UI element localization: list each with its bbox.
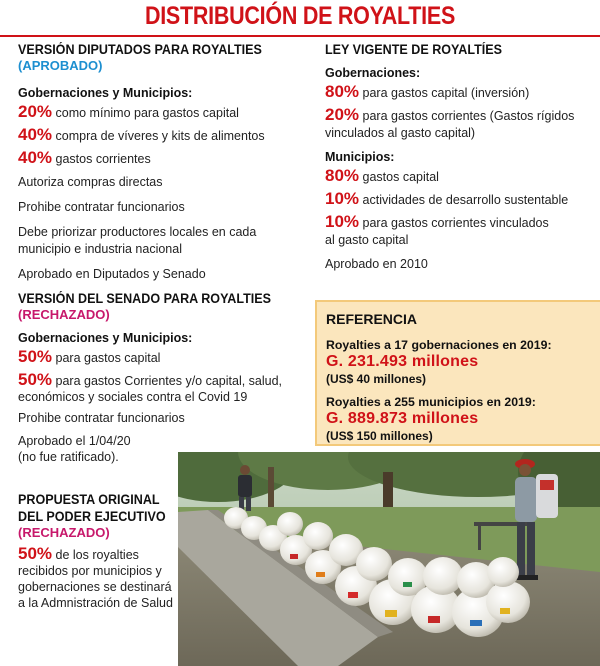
ejecutivo-text: de los royalties [55, 548, 139, 562]
diputados-pct: 40% [18, 125, 53, 144]
page-title: DISTRIBUCIÓN DE ROYALTIES [144, 2, 456, 30]
diputados-note: Prohibe contratar funcionarios [18, 200, 185, 214]
ley-item-continuation: vinculados al gasto capital) [325, 126, 476, 140]
ley-pct: 80% [325, 82, 360, 101]
ley-note: Aprobado en 2010 [325, 257, 428, 271]
diputados-section [18, 41, 308, 288]
ley-item-text: gastos capital [362, 170, 439, 184]
senado-section [18, 290, 310, 471]
diputados-item-text: gastos corrientes [55, 152, 151, 166]
diputados-heading: VERSIÓN DIPUTADOS PARA ROYALTIES [18, 42, 262, 57]
diputados-item-text: como mínimo para gastos capital [55, 106, 239, 120]
ejecutivo-text: recibidos por municipios y [18, 564, 162, 578]
ejecutivo-section [18, 491, 183, 611]
ley-mun-item [325, 190, 595, 208]
referencia-title: REFERENCIA [326, 311, 418, 327]
diputados-subheading: Gobernaciones y Municipios: [18, 86, 193, 100]
ejecutivo-pct: 50% [18, 544, 53, 563]
ley-gob-item [325, 106, 595, 124]
ley-mun-item [325, 213, 595, 231]
senado-heading: VERSIÓN DEL SENADO PARA ROYALTIES [18, 291, 272, 306]
ejecutivo-text: a la Admnistración de Salud [18, 596, 173, 610]
ley-gob-subheading: Gobernaciones: [325, 66, 421, 80]
senado-item [18, 348, 310, 366]
referencia-amount: G. 889.873 millones [326, 410, 479, 427]
senado-note: (no fue ratificado). [18, 450, 119, 464]
diputados-status: (APROBADO) [18, 58, 103, 73]
photo-illustration [178, 452, 600, 666]
ley-item-text: actividades de desarrollo sustentable [362, 193, 569, 207]
ley-pct: 10% [325, 189, 360, 208]
ejecutivo-item [18, 545, 183, 563]
senado-status: (RECHAZADO) [18, 307, 110, 322]
ley-item-continuation: al gasto capital [325, 233, 409, 247]
ejecutivo-text: gobernaciones se destinará [18, 580, 172, 594]
senado-item-text: para gastos Corrientes y/o capital, salud, [55, 374, 283, 388]
diputados-item [18, 126, 308, 144]
diputados-item-text: compra de víveres y kits de alimentos [55, 129, 265, 143]
senado-subheading: Gobernaciones y Municipios: [18, 331, 193, 345]
diputados-item [18, 149, 308, 167]
referencia-line: Royalties a 255 municipios en 2019: [326, 395, 536, 409]
referencia-usd: (US$ 40 millones) [326, 372, 427, 386]
ley-mun-item [325, 167, 595, 185]
diputados-note: Debe priorizar productores locales en cada [18, 225, 257, 239]
ley-vigente-section [325, 41, 595, 278]
senado-note: Prohibe contratar funcionarios [18, 411, 185, 425]
ley-gob-item [325, 83, 595, 101]
referencia-line: Royalties a 17 gobernaciones en 2019: [326, 338, 552, 352]
senado-item-text: para gastos capital [55, 351, 161, 365]
ejecutivo-heading-line1: PROPUESTA ORIGINAL [18, 492, 160, 507]
referencia-usd: (US$ 150 millones) [326, 429, 433, 443]
diputados-pct: 40% [18, 148, 53, 167]
senado-pct: 50% [18, 370, 53, 389]
diputados-note: Autoriza compras directas [18, 175, 163, 189]
senado-item-continuation: económicos y sociales contra el Covid 19 [18, 390, 248, 404]
ley-pct: 10% [325, 212, 360, 231]
ley-item-text: para gastos capital (inversión) [362, 86, 530, 100]
referencia-amount: G. 231.493 millones [326, 353, 479, 370]
diputados-note: Aprobado en Diputados y Senado [18, 267, 206, 281]
ley-mun-subheading: Municipios: [325, 150, 395, 164]
ley-pct: 20% [325, 105, 360, 124]
senado-note: Aprobado el 1/04/20 [18, 434, 131, 448]
title-divider [0, 35, 600, 37]
ley-item-text: para gastos corrientes (Gastos rígidos [362, 109, 575, 123]
ley-pct: 80% [325, 166, 360, 185]
ejecutivo-status: (RECHAZADO) [18, 525, 110, 540]
senado-pct: 50% [18, 347, 53, 366]
diputados-note: municipio e industria nacional [18, 242, 182, 256]
ley-heading: LEY VIGENTE DE ROYALTÍES [325, 42, 502, 57]
referencia-box [315, 300, 600, 446]
food-kits-photo [178, 452, 600, 666]
diputados-item [18, 103, 308, 121]
ejecutivo-heading-line2: DEL PODER EJECUTIVO [18, 509, 166, 524]
senado-item [18, 371, 310, 389]
ley-item-text: para gastos corrientes vinculados [362, 216, 549, 230]
diputados-pct: 20% [18, 102, 53, 121]
